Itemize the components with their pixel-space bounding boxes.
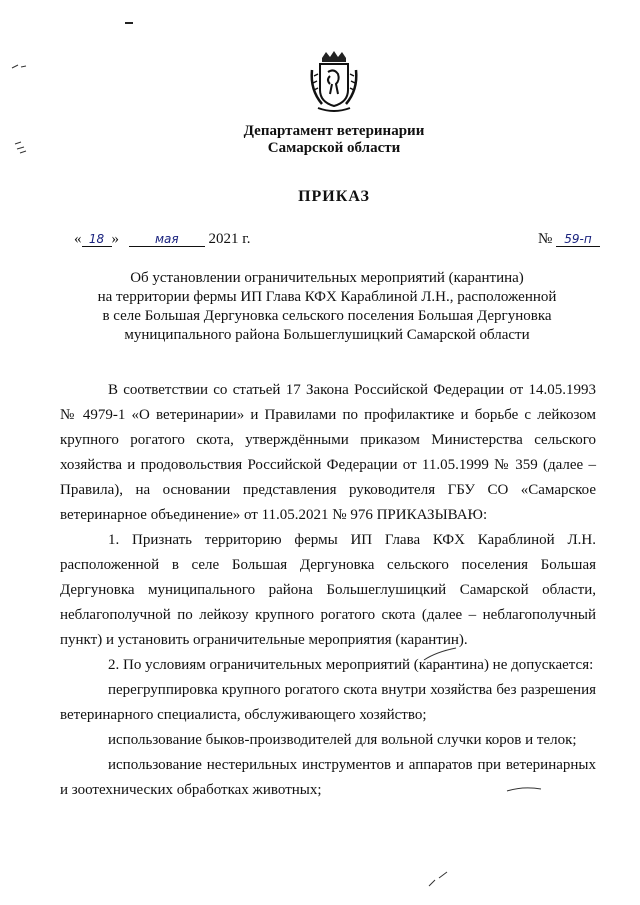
order-body (60, 378, 596, 803)
date-close-quote: » (111, 231, 119, 247)
number-sign: № (537, 231, 553, 247)
subject-line: муниципального района Большеглушицкий Самарской области (124, 327, 530, 343)
scan-mark (125, 22, 133, 24)
pen-mark (425, 868, 455, 892)
restriction-item-3: использование нестерильных инструментов и аппаратов при ветеринарных и зоотехнических обработках животных; (60, 757, 596, 798)
number-value: 59-п (556, 232, 600, 247)
point-1-paragraph: 1. Признать территорию фермы ИП Глава КФХ Караблиной Л.Н. расположенной в селе Большая Дергуновка сельского поселения Большая Дергуновка муниципального района Большеглушицкий Самарской области, неблагополучной по лейкозу крупного рогатого скота (далее – неблагополучный пункт) и установить ограничительные мероприятия (карантин). (60, 532, 596, 648)
date-month: мая (129, 232, 205, 247)
point-2-paragraph: 2. По условиям ограничительных мероприятий (карантина) не допускается: (108, 657, 594, 673)
samara-coat-of-arms-icon (308, 50, 360, 114)
order-number (538, 231, 600, 248)
order-subject (0, 269, 640, 345)
document-title: ПРИКАЗ (298, 188, 370, 205)
department-name-line2: Самарской области (267, 140, 401, 156)
restriction-item-2: использование быков-производителей для вольной случки коров и телок; (108, 732, 577, 748)
intro-paragraph: В соответствии со статьей 17 Закона Российской Федерации от 14.05.1993 № 4979-1 «О ветеринарии» и Правилами по профилактике и борьбе с лейкозом крупного рогатого скота, утверждёнными приказом Министерства сельского хозяйства и продовольствия Российской Федерации от 11.05.1999 № 359 (далее – Правила), на основании представления руководителя ГБУ СО «Самарское ветеринарное объединение» от 11.05.2021 № 976 ПРИКАЗЫВАЮ: (60, 382, 596, 523)
scan-mark (10, 62, 30, 72)
department-name-line1: Департамент ветеринарии (243, 123, 425, 139)
subject-line: на территории фермы ИП Глава КФХ Караблиной Л.Н., расположенной (97, 289, 557, 305)
subject-line: в селе Большая Дергуновка сельского поселения Большая Дергуновка (102, 308, 552, 324)
order-date (74, 231, 250, 248)
date-open-quote: « (74, 231, 82, 247)
date-year: 2021 г. (208, 231, 251, 247)
restriction-item-1: перегруппировка крупного рогатого скота внутри хозяйства без разрешения ветеринарного специалиста, обслуживающего хозяйство; (60, 682, 596, 723)
date-day: 18 (82, 232, 112, 247)
subject-line: Об установлении ограничительных мероприятий (карантина) (130, 270, 524, 286)
